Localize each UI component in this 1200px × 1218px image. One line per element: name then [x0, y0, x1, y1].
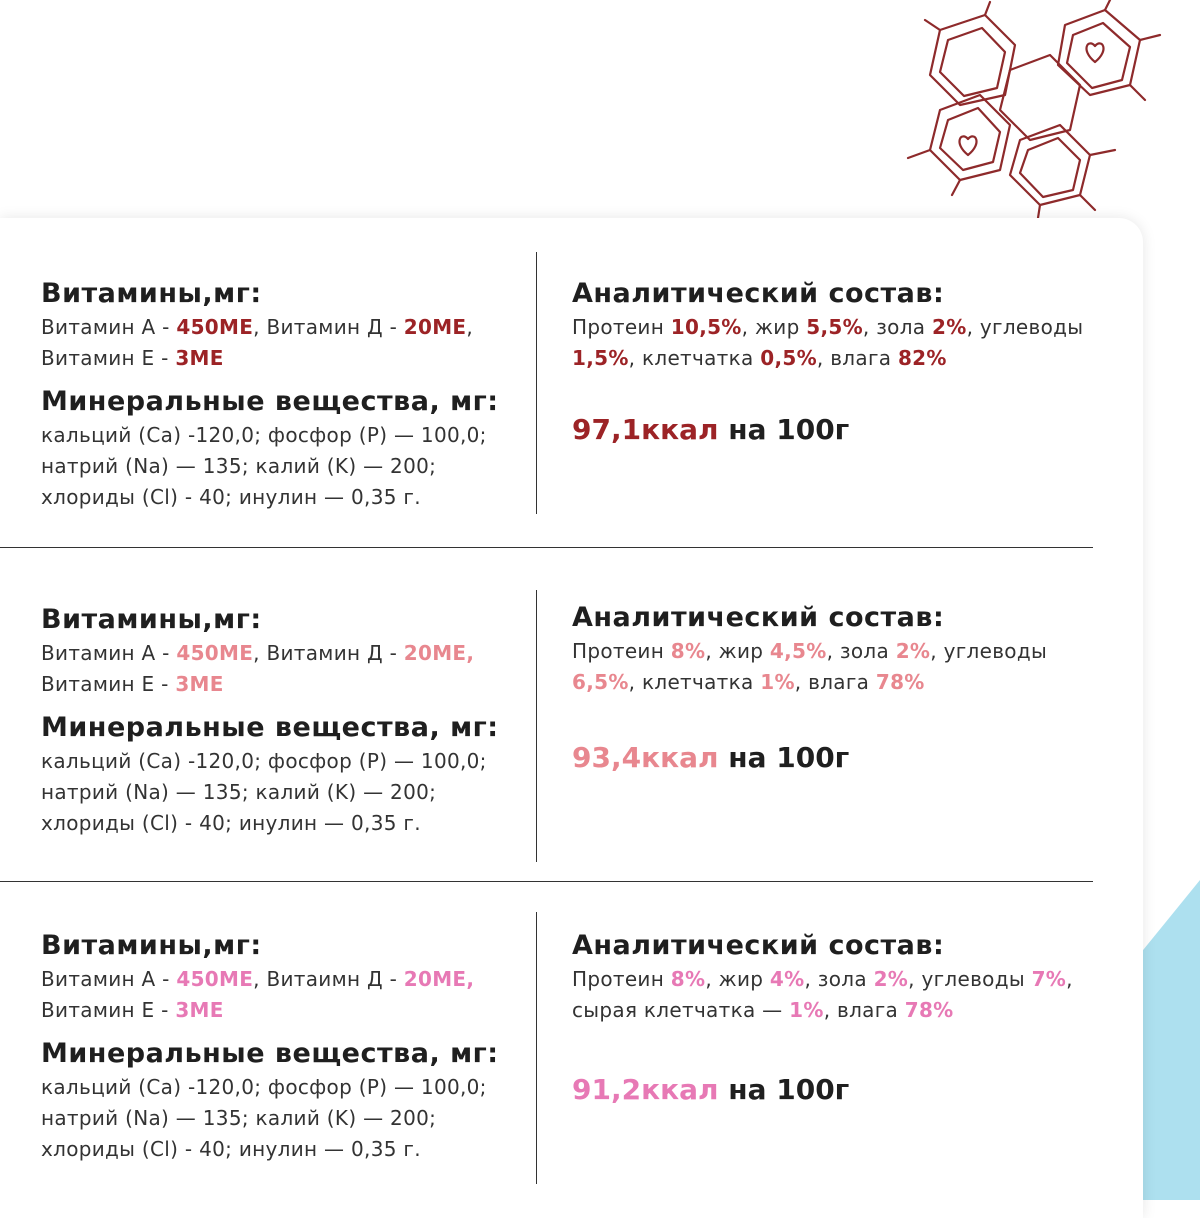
- carbs-label: , углеводы: [908, 967, 1032, 991]
- kcal-line: [572, 740, 1132, 776]
- protein-label: Протеин: [572, 967, 671, 991]
- fiber-label: , клетчатка: [628, 670, 761, 694]
- fiber-label: , клетчатка: [628, 346, 761, 370]
- fiber-value: 1%: [760, 670, 795, 694]
- carbs-value: 1,5%: [572, 346, 629, 370]
- fat-value: 5,5%: [806, 315, 863, 339]
- fat-label: , жир: [705, 967, 770, 991]
- fiber-value: 1%: [789, 998, 824, 1022]
- ash-value: 2%: [895, 639, 931, 663]
- protein-value: 8%: [670, 639, 706, 663]
- section-divider: [0, 881, 1093, 882]
- column-divider: [536, 590, 537, 862]
- right-column: [572, 600, 1132, 776]
- protein-value: 8%: [670, 967, 706, 991]
- vitamin-e-label: Витамин Е -: [41, 672, 176, 696]
- fat-label: , жир: [741, 315, 807, 339]
- carbs-value: 6,5%: [572, 670, 629, 694]
- vitamins-text: [41, 964, 521, 1026]
- ash-label: , зола: [826, 639, 896, 663]
- minerals-text: [41, 1072, 521, 1165]
- fiber-label: сырая клетчатка —: [572, 998, 790, 1022]
- vitamin-d-label: , Витамин Д -: [253, 641, 404, 665]
- kcal-suffix: на 100г: [718, 1073, 850, 1106]
- analysis-text: [572, 964, 1132, 1026]
- fiber-value: 0,5%: [760, 346, 817, 370]
- kcal-suffix: на 100г: [718, 413, 850, 446]
- kcal-value: 91,2ккал: [572, 1073, 719, 1106]
- analysis-title: Аналитический состав:: [572, 278, 945, 309]
- section-divider: [0, 547, 1093, 548]
- vitamin-e-label: Витамин Е -: [41, 346, 176, 370]
- analysis-title: Аналитический состав:: [572, 930, 945, 961]
- carbs-suffix: ,: [1066, 967, 1073, 991]
- vitamin-d-suffix: ,: [466, 315, 474, 339]
- minerals-text: [41, 420, 521, 513]
- vitamin-a-value: 450МЕ: [176, 315, 254, 339]
- right-column: [572, 276, 1132, 448]
- honeycomb-hearts-decoration: [890, 0, 1200, 220]
- minerals-title: Минеральные вещества, мг:: [41, 712, 499, 743]
- vitamins-title: Витамины,мг:: [41, 604, 262, 635]
- left-column: [41, 928, 521, 1165]
- fat-value: 4,5%: [769, 639, 827, 663]
- vitamin-d-label: , Витамин Д -: [253, 315, 404, 339]
- kcal-suffix: на 100г: [718, 741, 850, 774]
- vitamins-text: [41, 312, 521, 374]
- vitamin-d-label: , Витаимн Д -: [253, 967, 404, 991]
- vitamin-e-value: 3МЕ: [175, 672, 224, 696]
- protein-label: Протеин: [572, 315, 671, 339]
- vitamin-a-value: 450МЕ: [176, 641, 254, 665]
- ash-label: , зола: [804, 967, 874, 991]
- analysis-text: [572, 636, 1132, 698]
- right-column: [572, 928, 1132, 1108]
- minerals-line: хлориды (Cl) - 40; инулин — 0,35 г.: [41, 1137, 421, 1161]
- vitamin-a-label: Витамин А -: [41, 967, 177, 991]
- vitamins-title: Витамины,мг:: [41, 930, 262, 961]
- vitamin-a-value: 450МЕ: [176, 967, 254, 991]
- protein-label: Протеин: [572, 639, 671, 663]
- column-divider: [536, 252, 537, 514]
- moisture-value: 78%: [904, 998, 954, 1022]
- kcal-value: 97,1ккал: [572, 413, 719, 446]
- minerals-line: кальций (Са) -120,0; фосфор (Р) — 100,0;: [41, 749, 487, 773]
- minerals-line: натрий (Na) — 135; калий (K) — 200;: [41, 454, 437, 478]
- kcal-value: 93,4ккал: [572, 741, 719, 774]
- vitamin-d-value: 20МЕ: [403, 315, 467, 339]
- left-column: [41, 276, 521, 513]
- ash-label: , зола: [862, 315, 933, 339]
- minerals-line: натрий (Na) — 135; калий (K) — 200;: [41, 780, 437, 804]
- minerals-line: хлориды (Cl) - 40; инулин — 0,35 г.: [41, 811, 421, 835]
- carbs-value: 7%: [1031, 967, 1067, 991]
- vitamin-e-value: 3МЕ: [175, 998, 224, 1022]
- moisture-label: , влага: [816, 346, 898, 370]
- ash-value: 2%: [873, 967, 909, 991]
- column-divider: [536, 912, 537, 1184]
- minerals-title: Минеральные вещества, мг:: [41, 1038, 499, 1069]
- kcal-line: [572, 1072, 1132, 1108]
- protein-value: 10,5%: [670, 315, 742, 339]
- fat-label: , жир: [705, 639, 770, 663]
- moisture-value: 82%: [897, 346, 947, 370]
- vitamin-d-value: 20МЕ,: [403, 967, 475, 991]
- vitamin-a-label: Витамин А -: [41, 315, 177, 339]
- minerals-title: Минеральные вещества, мг:: [41, 386, 499, 417]
- minerals-line: натрий (Na) — 135; калий (K) — 200;: [41, 1106, 437, 1130]
- nutrition-card: [0, 218, 1143, 1218]
- analysis-title: Аналитический состав:: [572, 602, 945, 633]
- minerals-text: [41, 746, 521, 839]
- minerals-line: хлориды (Cl) - 40; инулин — 0,35 г.: [41, 485, 421, 509]
- vitamins-text: [41, 638, 521, 700]
- left-column: [41, 602, 521, 839]
- vitamin-a-label: Витамин А -: [41, 641, 177, 665]
- vitamins-title: Витамины,мг:: [41, 278, 262, 309]
- moisture-label: , влага: [823, 998, 905, 1022]
- fat-value: 4%: [769, 967, 805, 991]
- carbs-label: , углеводы: [966, 315, 1084, 339]
- vitamin-d-value: 20МЕ,: [403, 641, 475, 665]
- moisture-label: , влага: [794, 670, 876, 694]
- ash-value: 2%: [932, 315, 967, 339]
- minerals-line: кальций (Са) -120,0; фосфор (Р) — 100,0;: [41, 1075, 487, 1099]
- vitamin-e-value: 3МЕ: [175, 346, 224, 370]
- analysis-text: [572, 312, 1132, 374]
- minerals-line: кальций (Са) -120,0; фосфор (Р) — 100,0;: [41, 423, 487, 447]
- carbs-label: , углеводы: [930, 639, 1048, 663]
- kcal-line: [572, 412, 1132, 448]
- vitamin-e-label: Витамин Е -: [41, 998, 176, 1022]
- moisture-value: 78%: [875, 670, 925, 694]
